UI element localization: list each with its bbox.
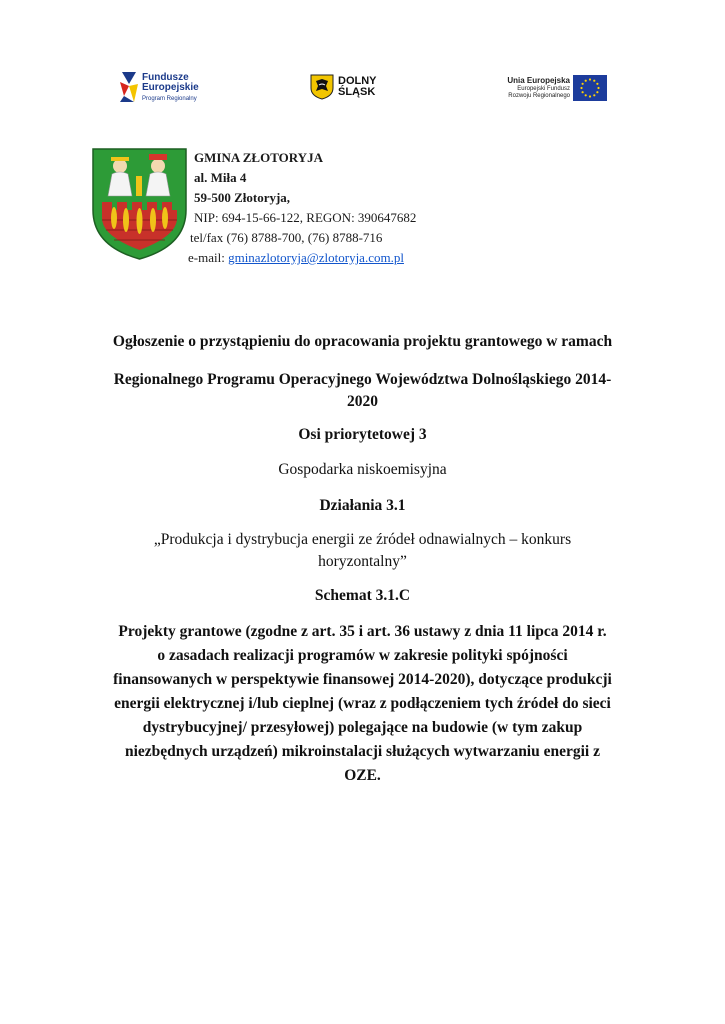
fundusze-line2: Europejskie <box>142 82 199 93</box>
description-line: finansowanych w perspektywie finansowej 2014-2020), dotyczące produkcji <box>113 671 612 688</box>
fundusze-line1: Fundusze <box>142 72 189 83</box>
dolny-slask-line2: ŚLĄSK <box>338 86 376 98</box>
description-line: niezbędnych urządzeń) mikroinstalacji służących wytwarzaniu energii z <box>124 743 600 760</box>
dolny-slask-line1: DOLNY <box>338 75 377 87</box>
description-line: o zasadach realizacji programów w zakresie polityki spójności <box>157 647 568 664</box>
priority-axis: Osi priorytetowej 3 <box>298 426 427 443</box>
eu-flag-icon <box>573 75 607 101</box>
description-line: Projekty grantowe (zgodne z art. 35 i art. 36 ustawy z dnia 11 lipca 2014 r. <box>118 623 607 640</box>
tax-ids: NIP: 694-15-66-122, REGON: 390647682 <box>194 210 417 225</box>
description-line: energii elektrycznej i/lub cieplnej (wraz z podłączeniem tych źródeł do sieci <box>114 695 611 712</box>
action-number: Działania 3.1 <box>319 497 406 514</box>
municipality-address <box>188 148 488 268</box>
action-name-line1: „Produkcja i dystrybucja energii ze źródeł odnawialnych – konkurs <box>153 531 572 548</box>
description-line: dystrybucyjnej/ przesyłowej) polegające na budowie (w tym zakup <box>142 719 583 736</box>
ue-line2: Europejski Fundusz <box>517 86 570 92</box>
description-line: OZE. <box>344 767 381 784</box>
scheme-number: Schemat 3.1.C <box>314 587 411 604</box>
program-name-line2: 2020 <box>347 393 378 410</box>
announcement-title: Ogłoszenie o przystąpieniu do opracowania projektu grantowego w ramach <box>112 333 613 350</box>
tel-fax: tel/fax (76) 8788-700, (76) 8788-716 <box>190 230 383 245</box>
postal-city: 59-500 Złotoryja, <box>194 190 291 205</box>
action-name <box>80 529 645 573</box>
email-link[interactable]: gminazlotoryja@zlotoryja.com.pl <box>228 250 404 265</box>
action-name-line2: horyzontalny” <box>318 553 407 570</box>
eagle-crest-icon <box>310 74 334 100</box>
street-address: al. Miła 4 <box>194 170 247 185</box>
unia-europejska-logo <box>495 74 610 106</box>
coat-of-arms-icon <box>92 148 187 260</box>
dolny-slask-logo <box>310 74 390 104</box>
project-description <box>62 620 663 788</box>
program-name-line1: Regionalnego Programu Operacyjnego Województwa Dolnośląskiego 2014- <box>113 371 612 388</box>
fundusze-line3: Program Regionalny <box>142 96 197 102</box>
ue-line3: Rozwoju Regionalnego <box>508 93 570 99</box>
municipality-name: GMINA ZŁOTORYJA <box>194 150 323 165</box>
program-name <box>80 369 645 413</box>
fundusze-star-icon <box>120 72 138 102</box>
fundusze-europejskie-logo <box>120 70 230 106</box>
email-label: e-mail: <box>188 250 229 265</box>
priority-axis-name: Gospodarka niskoemisyjna <box>278 461 447 478</box>
ue-line1: Unia Europejska <box>507 76 570 85</box>
email-line <box>188 248 488 268</box>
